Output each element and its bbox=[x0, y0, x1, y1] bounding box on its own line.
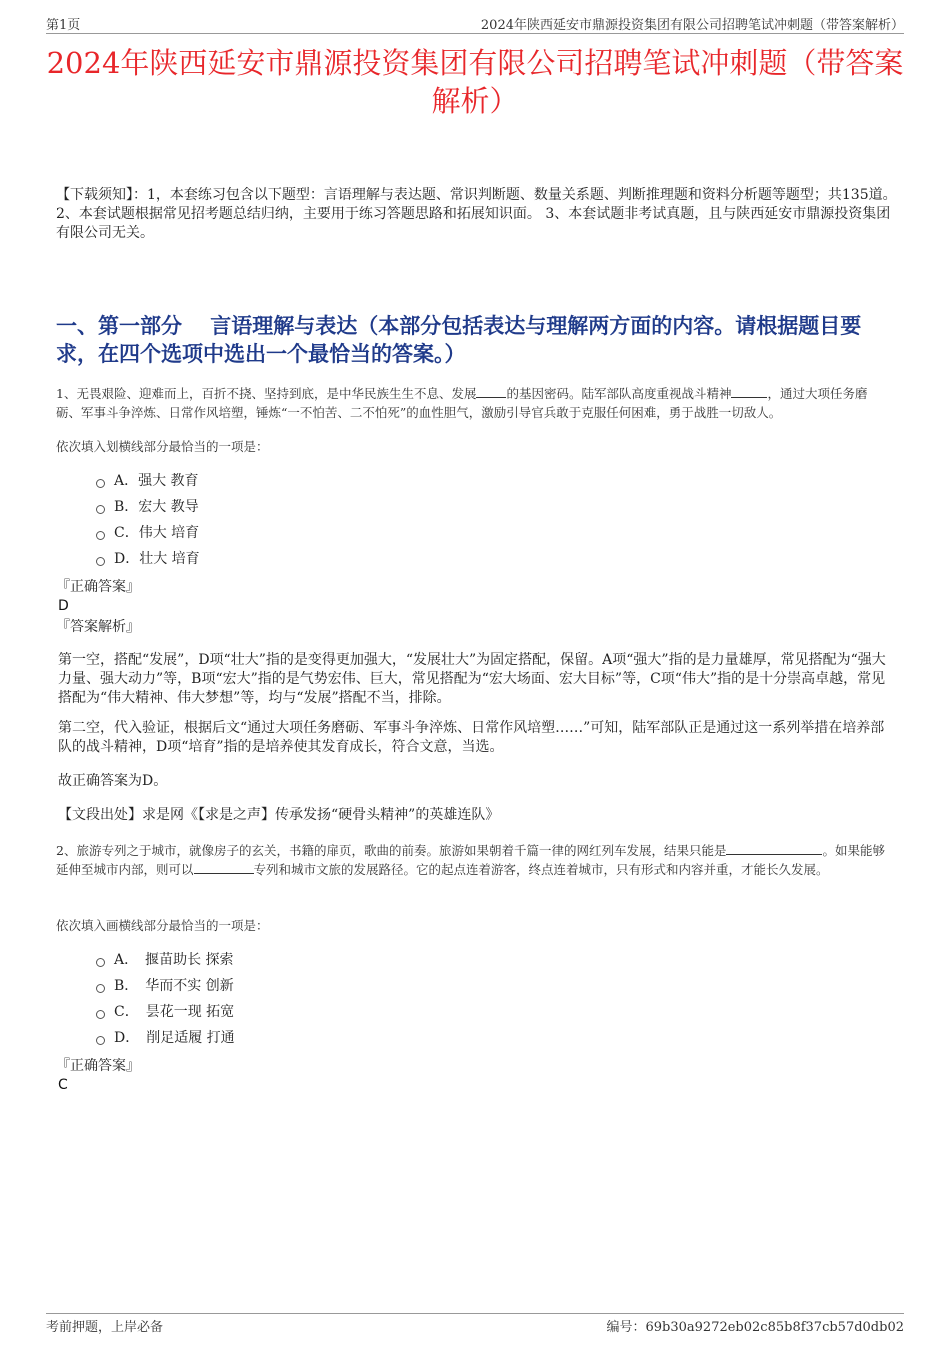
option-b[interactable]: B． 华而不实 创新 bbox=[96, 972, 496, 998]
analysis-conclusion: 故正确答案为D。 bbox=[58, 773, 168, 789]
blank-line bbox=[194, 862, 254, 874]
blank-line bbox=[476, 386, 506, 398]
radio-icon[interactable] bbox=[96, 1036, 105, 1045]
analysis-paragraph: 第一空，搭配“发展”，D项“壮大”指的是变得更加强大，“发展壮大”为固定搭配，保留。A项“强大”指的是力量雄厚，常见搭配为“强大力量、强大动力”等，B项“宏大”指的是气势宏伟、巨大，常见搭配为“宏大场面、宏大目标”等，C项“伟大”指的是十分崇高卓越，常见搭配为“伟大精神、伟大梦想”等，均与“发展”搭配不当，排除。 bbox=[58, 652, 886, 706]
question-1-instruction: 依次填入划横线部分最恰当的一项是： bbox=[56, 439, 269, 454]
option-a[interactable]: A． 揠苗助长 探索 bbox=[96, 946, 496, 972]
footer-slogan: 考前押题，上岸必备 bbox=[46, 1320, 164, 1335]
radio-icon[interactable] bbox=[96, 505, 105, 514]
page-header bbox=[46, 12, 904, 34]
option-a[interactable]: A．强大 教育 bbox=[96, 467, 496, 493]
option-c[interactable]: C． 昙花一现 拓宽 bbox=[96, 998, 496, 1024]
radio-icon[interactable] bbox=[96, 984, 105, 993]
correct-answer: D bbox=[58, 598, 69, 614]
correct-answer: C bbox=[58, 1077, 68, 1093]
radio-icon[interactable] bbox=[96, 958, 105, 967]
analysis-label: 『答案解析』 bbox=[56, 619, 140, 635]
source-citation: 【文段出处】求是网《【求是之声】传承发扬“硬骨头精神”的英雄连队》 bbox=[58, 807, 500, 823]
page-number: 第1页 bbox=[46, 18, 81, 33]
answer-label: 『正确答案』 bbox=[56, 579, 140, 595]
option-c[interactable]: C．伟大 培育 bbox=[96, 519, 496, 545]
radio-icon[interactable] bbox=[96, 557, 105, 566]
section-title: 一、第一部分 言语理解与表达（本部分包括表达与理解两方面的内容。请根据题目要求，在四个选项中选出一个最恰当的答案。） bbox=[56, 313, 862, 366]
page-footer bbox=[46, 1313, 904, 1333]
analysis-paragraph: 第二空，代入验证，根据后文“通过大项任务磨砺、军事斗争淬炼、日常作风培塑……”可知，陆军部队正是通过这一系列举措在培养部队的战斗精神，D项“培育”指的是培养使其发育成长，符合文意，当选。 bbox=[58, 720, 885, 755]
radio-icon[interactable] bbox=[96, 479, 105, 488]
option-d[interactable]: D．壮大 培育 bbox=[96, 545, 496, 571]
option-b[interactable]: B．宏大 教导 bbox=[96, 493, 496, 519]
download-notice: 【下载须知】：1，本套练习包含以下题型：言语理解与表达题、常识判断题、数量关系题、判断推理题和资料分析题等题型；共135道。 2、本套试题根据常见招考题总结归纳，主要用于练习答题思路和拓展知识面。 3、本套试题非考试真题，且与陕西延安市鼎源投资集团有限公司无关。 bbox=[56, 187, 897, 241]
radio-icon[interactable] bbox=[96, 531, 105, 540]
question-1-text: 1、无畏艰险、迎难而上，百折不挠、坚持到底，是中华民族生生不息、发展 的基因密码。陆军部队高度重视战斗精神 ，通过大项任务磨砺、军事斗争淬炼、日常作风培塑，锤炼“一不怕苦、二不怕死”的血性胆气，激励引导官兵敢于克服任何困难，勇于战胜一切敌人。 bbox=[56, 386, 868, 420]
radio-icon[interactable] bbox=[96, 1010, 105, 1019]
header-doc-title: 2024年陕西延安市鼎源投资集团有限公司招聘笔试冲刺题（带答案解析） bbox=[480, 18, 904, 33]
option-d[interactable]: D． 削足适履 打通 bbox=[96, 1024, 496, 1050]
document-title: 2024年陕西延安市鼎源投资集团有限公司招聘笔试冲刺题（带答案解析） bbox=[46, 46, 904, 118]
answer-label: 『正确答案』 bbox=[56, 1058, 140, 1074]
question-2-options bbox=[96, 946, 496, 1050]
question-2-instruction: 依次填入画横线部分最恰当的一项是： bbox=[56, 918, 269, 933]
question-2-text: 2、旅游专列之于城市，就像房子的玄关，书籍的扉页，歌曲的前奏。旅游如果朝着千篇一律的网红列车发展，结果只能是 。如果能够延伸至城市内部，则可以 专列和城市文旅的发展路径。它的起点连着游客，终点连着城市，只有形式和内容并重，才能长久发展。 bbox=[56, 843, 885, 877]
blank-line bbox=[731, 386, 767, 398]
document-id: 编号：69b30a9272eb02c85b8f37cb57d0db02 bbox=[606, 1320, 904, 1335]
blank-line bbox=[726, 843, 822, 855]
question-1-options bbox=[96, 467, 496, 571]
